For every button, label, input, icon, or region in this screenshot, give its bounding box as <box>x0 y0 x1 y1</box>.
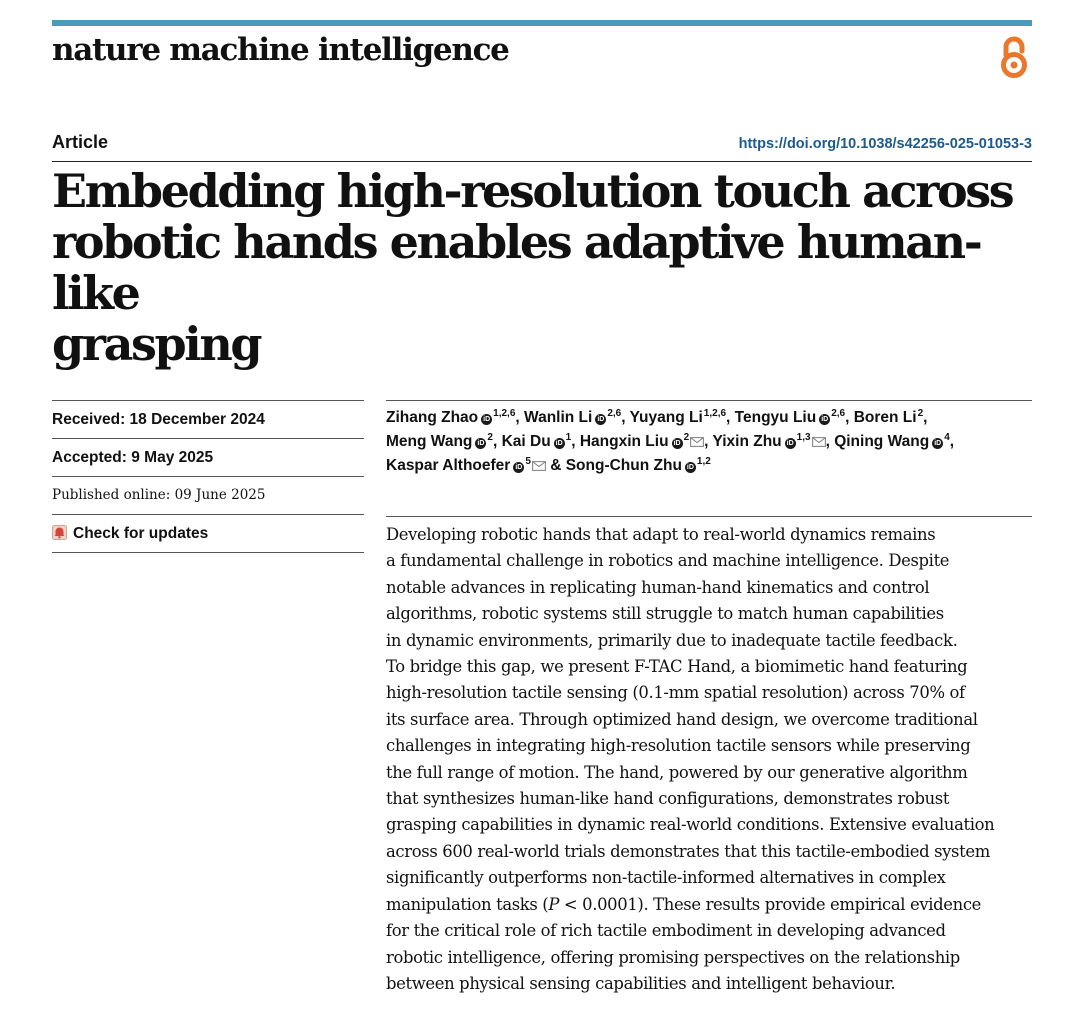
author-entry <box>566 457 711 474</box>
received-date: Received: 18 December 2024 <box>52 400 364 438</box>
author-separator: , <box>515 409 525 426</box>
email-icon[interactable] <box>690 437 704 447</box>
authors-divider <box>386 400 1032 401</box>
author-affiliation: 5 <box>525 455 531 467</box>
orcid-icon[interactable]: iD <box>934 440 942 447</box>
journal-accent-bar <box>52 20 1032 26</box>
abstract-line: manipulation tasks (P < 0.0001). These results provide empirical evidence <box>386 894 982 914</box>
abstract-line: Developing robotic hands that adapt to real-world dynamics remains <box>386 525 936 544</box>
orcid-icon[interactable]: iD <box>483 416 491 423</box>
author-name[interactable]: Yuyang Li <box>629 409 703 426</box>
title-line: robotic hands enables adaptive human-like <box>52 215 981 320</box>
check-for-updates-button[interactable] <box>52 514 364 553</box>
author-entry <box>524 409 621 426</box>
abstract-line: a fundamental challenge in robotics and machine intelligence. Despite <box>386 551 950 571</box>
author-name[interactable]: Song-Chun Zhu <box>565 457 682 474</box>
abstract-line: To bridge this gap, we present F-TAC Hand, a biomimetic hand featuring <box>386 657 968 677</box>
author-affiliation: 2 <box>917 407 924 419</box>
abstract-line: between physical sensing capabilities and intelligent behaviour. <box>386 973 896 993</box>
author-separator: , <box>825 433 835 450</box>
author-name[interactable]: Qining Wang <box>834 433 930 450</box>
orcid-icon[interactable]: iD <box>821 416 829 423</box>
author-separator: , <box>949 433 955 450</box>
author-separator: , <box>704 433 713 450</box>
title-line: Embedding high-resolution touch across <box>52 164 1013 218</box>
orcid-icon[interactable]: iD <box>477 440 485 447</box>
orcid-icon[interactable]: iD <box>686 464 694 471</box>
abstract-line: challenges in integrating high-resolution tactile sensors while preserving <box>386 736 971 756</box>
author-affiliation: 1,2,6 <box>493 407 516 419</box>
author-separator: , <box>571 433 580 450</box>
abstract-line: across 600 real-world trials demonstrates that this tactile-embodied system <box>386 841 990 861</box>
accepted-date: Accepted: 9 May 2025 <box>52 438 364 476</box>
email-icon[interactable] <box>532 461 546 471</box>
author-affiliation: 1,3 <box>796 431 811 443</box>
abstract-line: for the critical role of rich tactile embodiment in developing advanced <box>386 921 946 941</box>
orcid-icon[interactable]: iD <box>786 440 794 447</box>
abstract-line: algorithms, robotic systems still struggle to match human capabilities <box>386 604 944 624</box>
abstract-line: grasping capabilities in dynamic real-world conditions. Extensive evaluation <box>386 815 995 835</box>
author-entry <box>386 409 515 426</box>
author-affiliation: 2 <box>487 431 493 443</box>
author-affiliation: 2 <box>683 431 690 443</box>
abstract-line: significantly outperforms non-tactile-informed alternatives in complex <box>386 868 946 888</box>
title-divider <box>52 161 1032 162</box>
abstract-line: that synthesizes human-like hand configurations, demonstrates robust <box>386 789 950 809</box>
author-separator: , <box>923 409 928 426</box>
author-entry <box>834 433 950 450</box>
author-entry <box>386 433 493 450</box>
author-entry <box>854 409 923 426</box>
author-name[interactable]: Tengyu Liu <box>734 409 817 426</box>
article-type-label: Article <box>52 132 109 152</box>
author-name[interactable]: Meng Wang <box>386 433 473 450</box>
orcid-icon[interactable]: iD <box>555 440 563 447</box>
check-updates-label: Check for updates <box>73 525 209 542</box>
author-entry <box>735 409 845 426</box>
author-affiliation: 4 <box>944 431 950 443</box>
doi-link[interactable]: https://doi.org/10.1038/s42256-025-01053-3 <box>738 136 1032 152</box>
check-updates-icon <box>52 525 67 540</box>
orcid-icon[interactable]: iD <box>673 440 681 447</box>
author-name[interactable]: Yixin Zhu <box>712 433 782 450</box>
author-list <box>386 406 1036 478</box>
abstract-line: its surface area. Through optimized hand design, we overcome traditional <box>386 709 978 729</box>
published-date: Published online: 09 June 2025 <box>52 476 364 514</box>
author-name[interactable]: Boren Li <box>853 409 917 426</box>
abstract-line: high-resolution tactile sensing (0.1-mm spatial resolution) across 70% of <box>386 683 965 703</box>
author-entry <box>386 457 546 474</box>
journal-name[interactable]: nature machine intelligence <box>52 32 509 68</box>
open-access-icon <box>997 34 1031 80</box>
author-separator: & <box>545 457 566 474</box>
author-name[interactable]: Wanlin Li <box>524 409 593 426</box>
author-affiliation: 1 <box>565 431 572 443</box>
author-affiliation: 2,6 <box>831 407 846 419</box>
author-name[interactable]: Kai Du <box>501 433 551 450</box>
abstract-line: the full range of motion. The hand, powered by our generative algorithm <box>386 762 968 782</box>
author-affiliation: 1,2 <box>696 455 711 467</box>
author-separator: , <box>621 409 630 426</box>
author-entry <box>580 433 704 450</box>
abstract-line: notable advances in replicating human-hand kinematics and control <box>386 577 930 597</box>
article-title <box>52 166 1037 370</box>
author-separator: , <box>726 409 735 426</box>
abstract-line: robotic intelligence, offering promising perspectives on the relationship <box>386 947 960 967</box>
email-icon[interactable] <box>812 437 826 447</box>
orcid-icon[interactable]: iD <box>597 416 605 423</box>
title-line: grasping <box>52 317 261 371</box>
article-history <box>52 400 364 553</box>
author-entry <box>630 409 726 426</box>
abstract <box>386 522 1036 997</box>
author-entry <box>712 433 825 450</box>
orcid-icon[interactable]: iD <box>515 464 523 471</box>
author-name[interactable]: Hangxin Liu <box>579 433 669 450</box>
abstract-divider <box>386 516 1032 517</box>
author-affiliation: 2,6 <box>607 407 622 419</box>
author-entry <box>502 433 572 450</box>
author-separator: , <box>492 433 502 450</box>
author-affiliation: 1,2,6 <box>703 407 727 419</box>
author-name[interactable]: Kaspar Althoefer <box>386 457 511 474</box>
author-separator: , <box>845 409 854 426</box>
author-name[interactable]: Zihang Zhao <box>386 409 479 426</box>
abstract-line: in dynamic environments, primarily due to inadequate tactile feedback. <box>386 630 958 650</box>
